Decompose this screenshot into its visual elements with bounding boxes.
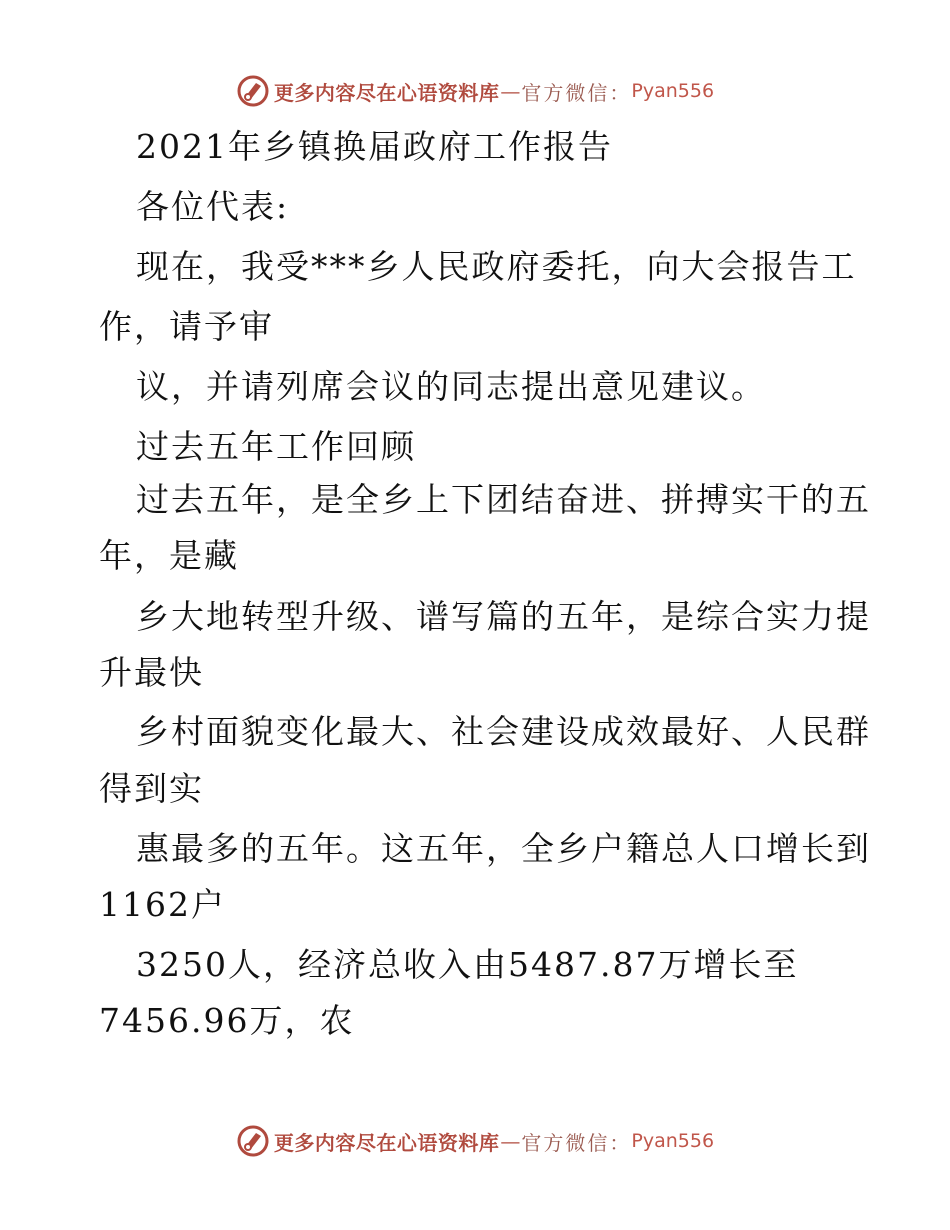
paragraph-line: 作，请予审	[99, 307, 274, 346]
watermark-wechat-label: 官方微信：	[521, 80, 632, 105]
watermark-dash: —	[500, 79, 521, 103]
header-watermark	[0, 71, 950, 111]
paragraph-line: 惠最多的五年。这五年，全乡户籍总人口增长到	[136, 829, 871, 868]
section-heading: 过去五年工作回顾	[136, 427, 416, 466]
watermark-wechat-id: Pyan556	[631, 80, 715, 102]
seal-logo-icon	[236, 74, 270, 108]
paragraph-line: 年，是藏	[99, 536, 239, 575]
paragraph-line: 1162户	[99, 885, 226, 924]
watermark-wechat-id: Pyan556	[631, 1130, 715, 1152]
seal-logo-icon	[236, 1124, 270, 1158]
salutation: 各位代表:	[136, 187, 290, 226]
paragraph-line: 现在，我受***乡人民政府委托，向大会报告工	[136, 247, 857, 286]
paragraph-line: 乡大地转型升级、谱写篇的五年，是综合实力提	[136, 597, 871, 636]
footer-watermark	[0, 1121, 950, 1161]
paragraph-line: 7456.96万，农	[99, 1001, 355, 1040]
paragraph-line: 过去五年，是全乡上下团结奋进、拼搏实干的五	[136, 480, 871, 519]
paragraph-line: 乡村面貌变化最大、社会建设成效最好、人民群	[136, 712, 871, 751]
watermark-wechat-label: 官方微信：	[521, 1130, 632, 1155]
watermark-main-text: 更多内容尽在心语资料库	[273, 80, 500, 105]
paragraph-line: 议，并请列席会议的同志提出意见建议。	[136, 367, 766, 406]
document-title: 2021年乡镇换届政府工作报告	[136, 127, 613, 166]
paragraph-line: 得到实	[99, 769, 204, 808]
watermark-dash: —	[500, 1129, 521, 1153]
watermark-main-text: 更多内容尽在心语资料库	[273, 1130, 500, 1155]
paragraph-line: 升最快	[99, 653, 204, 692]
paragraph-line: 3250人，经济总收入由5487.87万增长至	[136, 945, 799, 984]
